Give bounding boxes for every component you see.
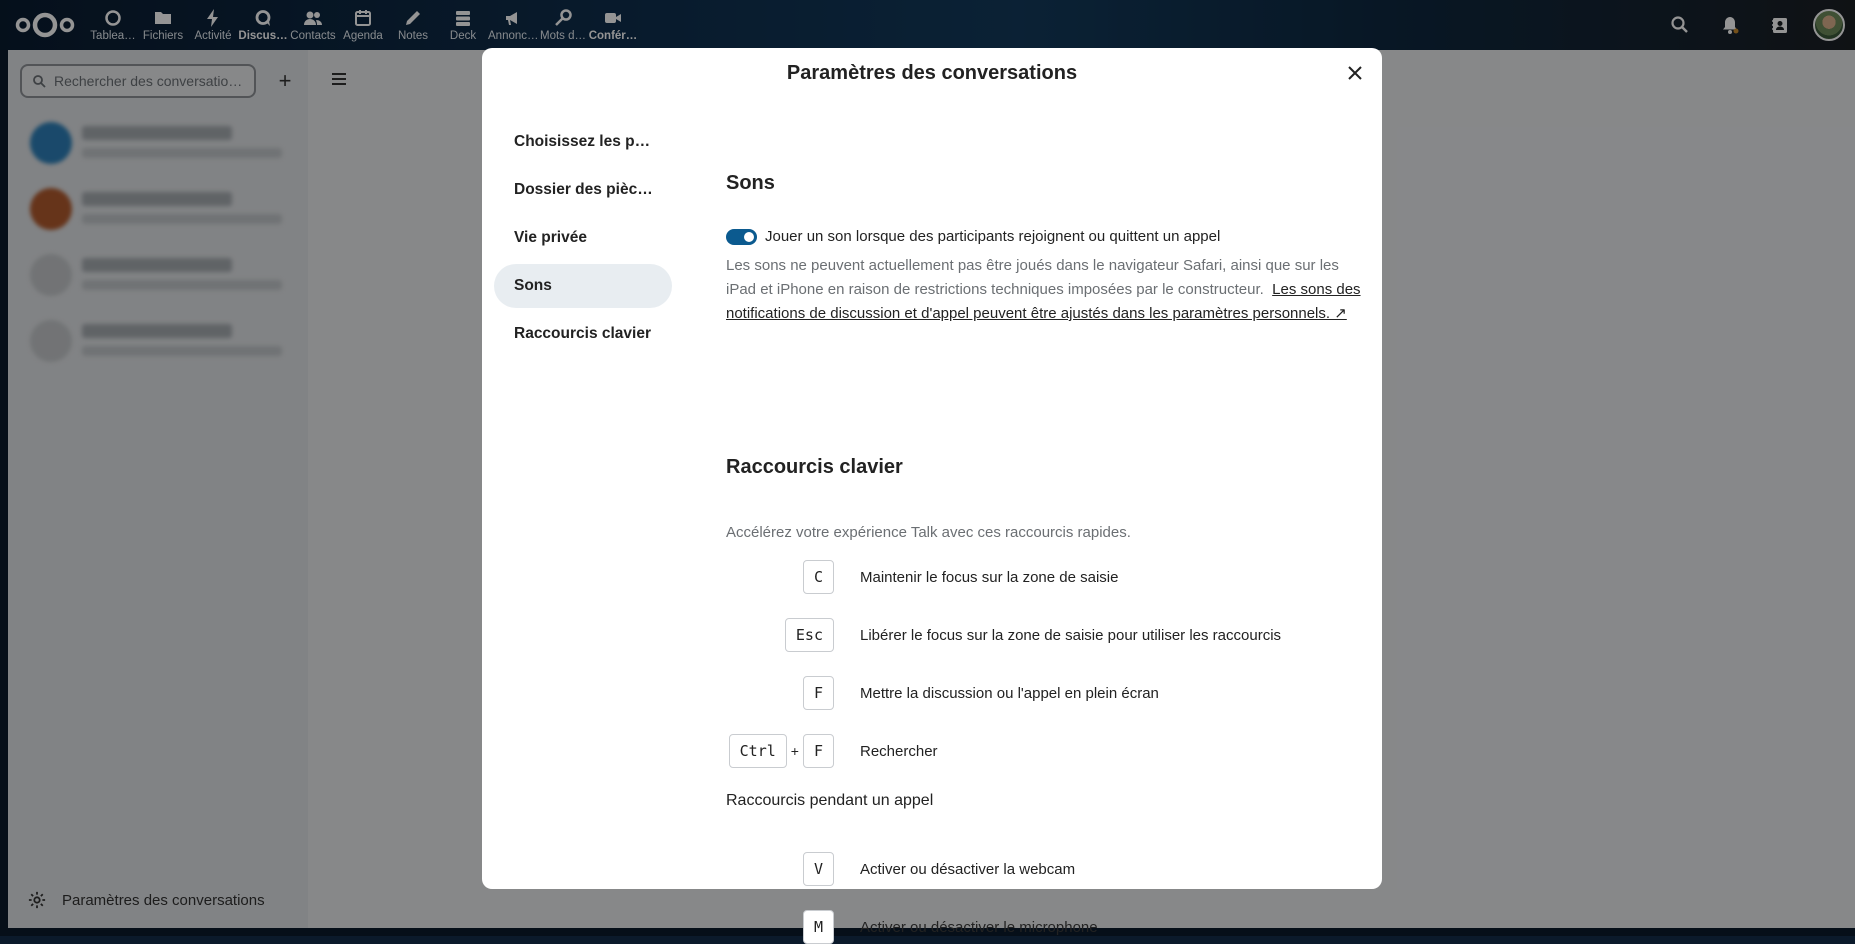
close-button[interactable] (1338, 56, 1372, 90)
shortcut-label: Mettre la discussion ou l'appel en plein écran (860, 684, 1159, 702)
shortcut-label: Maintenir le focus sur la zone de saisie (860, 568, 1119, 586)
shortcut-label: Libérer le focus sur la zone de saisie pour utiliser les raccourcis (860, 626, 1282, 644)
shortcut-row (726, 910, 1362, 944)
app-label: Confér… (588, 30, 638, 42)
play-sound-toggle[interactable] (726, 229, 757, 245)
settings-dialog (482, 48, 1382, 936)
sounds-heading: Sons (726, 172, 775, 194)
call-shortcuts-heading: Raccourcis pendant un appel (726, 792, 934, 809)
app-label: Agenda (343, 30, 383, 42)
close-icon (1347, 65, 1363, 81)
nav-item-privacy[interactable]: Vie privée (514, 229, 587, 246)
app-label: Activité (194, 30, 232, 42)
sounds-note (726, 254, 1362, 326)
shortcut-keys (803, 560, 834, 594)
shortcut-keys (803, 676, 834, 710)
shortcut-row (726, 560, 1362, 594)
search-placeholder: Rechercher des conversatio… (54, 73, 243, 89)
key: F (803, 734, 834, 768)
dialog-navigation (494, 120, 672, 360)
shortcut-row (726, 676, 1362, 710)
shortcut-keys (785, 618, 834, 652)
nav-item-attachments-folder[interactable]: Dossier des pièc… (514, 181, 653, 198)
key: C (803, 560, 834, 594)
safari-note-text: Les sons ne peuvent actuellement pas être joués dans le navigateur Safari, ainsi que sur les iPad et iPhone en raison de restrictions techniques imposées par le constructeur. (726, 257, 1339, 298)
app-label: Discus… (238, 30, 288, 42)
shortcuts-description: Accélérez votre expérience Talk avec ces raccourcis rapides. (726, 524, 1131, 541)
plus-icon: + (278, 68, 292, 93)
key-separator: + (790, 743, 799, 759)
personal-settings-link[interactable]: Les sons des notifications de discussion et d'appel peuvent être ajustés dans les paramètres personnels. ↗ (726, 281, 1361, 322)
app-label: Notes (397, 30, 429, 42)
sound-toggle-row (726, 228, 1220, 245)
shortcut-keys (803, 910, 834, 944)
settings-label: Paramètres des conversations (62, 891, 265, 909)
key: Ctrl (729, 734, 787, 768)
shortcut-label: Rechercher (860, 742, 938, 760)
app-label: Fichiers (142, 30, 184, 42)
app-label: Tablea… (90, 30, 136, 42)
dialog-title: Paramètres des conversations (786, 62, 1078, 84)
shortcuts-heading: Raccourcis clavier (726, 456, 903, 478)
shortcut-keys (729, 734, 834, 768)
shortcut-row (726, 618, 1362, 652)
nav-item-sounds[interactable]: Sons (494, 264, 672, 308)
shortcut-keys (803, 852, 834, 886)
app-label: Mots d… (539, 30, 586, 42)
shortcut-row (726, 852, 1362, 886)
app-label: Deck (449, 30, 477, 42)
toggle-label[interactable]: Jouer un son lorsque des participants rejoignent ou quittent un appel (765, 228, 1221, 245)
app-label: Contacts (290, 30, 336, 42)
app-label: Annonc… (488, 30, 539, 42)
nav-item-choose-folder[interactable]: Choisissez les p… (514, 133, 651, 150)
key: M (803, 910, 834, 944)
shortcut-row (726, 734, 1362, 768)
shortcut-label: Activer ou désactiver la webcam (860, 860, 1076, 878)
key: F (803, 676, 834, 710)
key: V (803, 852, 834, 886)
nav-item-shortcuts[interactable]: Raccourcis clavier (514, 325, 652, 342)
shortcut-label: Activer ou désactiver le microphone (860, 918, 1098, 936)
key: Esc (785, 618, 834, 652)
